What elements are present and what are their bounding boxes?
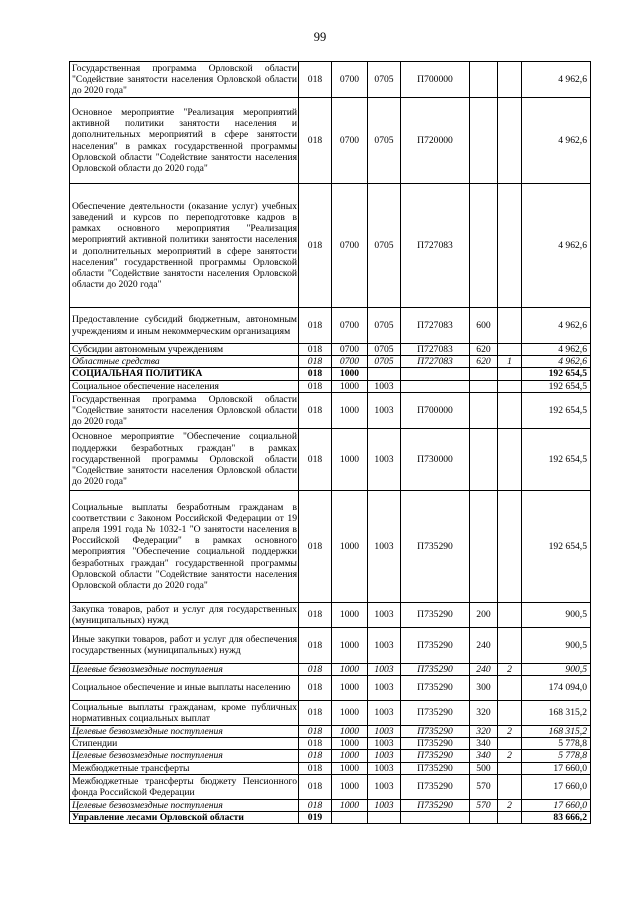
row-name-cell: Обеспечение деятельности (оказание услуг) учебных заведений и курсов по переподготовке кадров в рамках основного мероприятия "Реализация мероприятий активной политики занятости населения и дополнительных мероприятий в сфере занятости населения" государственной программы Орловской области "Содействие занятости населения Орловской области до 2020 года" [70, 184, 299, 308]
row-name-cell: Государственная программа Орловской области "Содействие занятости населения Орловской области до 2020 года" [70, 62, 299, 98]
funding-source-code-cell: 2 [498, 750, 522, 762]
page-number: 99 [313, 30, 327, 44]
funding-source-code-cell [498, 762, 522, 774]
section-code-cell: 1000 [332, 380, 368, 392]
section-code-cell: 1000 [332, 774, 368, 799]
expense-type-code-cell: 320 [470, 726, 498, 738]
row-name-cell: Социальное обеспечение и иные выплаты населению [70, 676, 299, 701]
expense-type-code-cell: 570 [470, 799, 498, 811]
row-name-cell: Социальные выплаты безработным гражданам в соответствии с Законом Российской Федерации от 19 апреля 1991 года № 1032-1 "О занятости населения в Российской Федерации" в рамках основного мероприятия "Обеспечение социальной поддержки безработных граждан" государственной программы Орловской области "Содействие занятости населения Орловской области до 2020 года" [70, 490, 299, 602]
amount-cell: 900,5 [522, 602, 591, 627]
amount-cell: 174 094,0 [522, 676, 591, 701]
expense-type-code-cell [470, 62, 498, 98]
expense-type-code-cell [470, 392, 498, 428]
subsection-code-cell: 1003 [368, 602, 401, 627]
subsection-code-cell: 1003 [368, 627, 401, 663]
expense-type-code-cell: 240 [470, 627, 498, 663]
amount-cell: 4 962,6 [522, 308, 591, 344]
funding-source-code-cell [498, 392, 522, 428]
table-row [70, 380, 591, 392]
target-article-code-cell: П735290 [401, 738, 470, 750]
section-code-cell: 1000 [332, 726, 368, 738]
section-code-cell: 1000 [332, 799, 368, 811]
target-article-code-cell: П735290 [401, 602, 470, 627]
target-article-code-cell: П735290 [401, 676, 470, 701]
target-article-code-cell: П735290 [401, 799, 470, 811]
section-code-cell: 1000 [332, 490, 368, 602]
ved-code-cell: 018 [299, 392, 332, 428]
funding-source-code-cell [498, 368, 522, 380]
expense-type-code-cell: 620 [470, 356, 498, 368]
section-code-cell: 0700 [332, 98, 368, 184]
ved-code-cell: 018 [299, 726, 332, 738]
section-code-cell: 0700 [332, 62, 368, 98]
ved-code-cell: 018 [299, 308, 332, 344]
target-article-code-cell: П727083 [401, 356, 470, 368]
expense-type-code-cell: 320 [470, 701, 498, 726]
section-code-cell: 1000 [332, 368, 368, 380]
expense-type-code-cell [470, 812, 498, 824]
ved-code-cell: 018 [299, 368, 332, 380]
table-row [70, 428, 591, 490]
amount-cell: 168 315,2 [522, 701, 591, 726]
subsection-code-cell: 0705 [368, 184, 401, 308]
ved-code-cell: 018 [299, 356, 332, 368]
ved-code-cell: 018 [299, 663, 332, 675]
target-article-code-cell: П735290 [401, 762, 470, 774]
expense-type-code-cell [470, 184, 498, 308]
subsection-code-cell: 0705 [368, 344, 401, 356]
funding-source-code-cell: 2 [498, 663, 522, 675]
amount-cell: 5 778,8 [522, 738, 591, 750]
target-article-code-cell: П727083 [401, 344, 470, 356]
expense-type-code-cell: 340 [470, 750, 498, 762]
ved-code-cell: 018 [299, 750, 332, 762]
amount-cell: 192 654,5 [522, 428, 591, 490]
subsection-code-cell [368, 812, 401, 824]
subsection-code-cell: 1003 [368, 676, 401, 701]
subsection-code-cell: 1003 [368, 701, 401, 726]
expense-type-code-cell [470, 490, 498, 602]
amount-cell: 4 962,6 [522, 184, 591, 308]
amount-cell: 4 962,6 [522, 98, 591, 184]
expense-type-code-cell: 200 [470, 602, 498, 627]
amount-cell: 192 654,5 [522, 380, 591, 392]
section-code-cell: 1000 [332, 602, 368, 627]
section-code-cell: 1000 [332, 738, 368, 750]
row-name-cell: Социальное обеспечение населения [70, 380, 299, 392]
section-code-cell: 1000 [332, 701, 368, 726]
expense-type-code-cell [470, 380, 498, 392]
amount-cell: 4 962,6 [522, 62, 591, 98]
target-article-code-cell: П700000 [401, 62, 470, 98]
funding-source-code-cell [498, 62, 522, 98]
table-row [70, 184, 591, 308]
section-code-cell: 1000 [332, 663, 368, 675]
amount-cell: 5 778,8 [522, 750, 591, 762]
funding-source-code-cell [498, 380, 522, 392]
target-article-code-cell: П735290 [401, 627, 470, 663]
ved-code-cell: 018 [299, 62, 332, 98]
subsection-code-cell: 1003 [368, 490, 401, 602]
table-row [70, 308, 591, 344]
target-article-code-cell: П735290 [401, 726, 470, 738]
ved-code-cell: 018 [299, 184, 332, 308]
row-name-cell: Закупка товаров, работ и услуг для государственных (муниципальных) нужд [70, 602, 299, 627]
subsection-code-cell: 1003 [368, 663, 401, 675]
section-code-cell: 1000 [332, 762, 368, 774]
funding-source-code-cell [498, 98, 522, 184]
row-name-cell: Социальные выплаты гражданам, кроме публичных нормативных социальных выплат [70, 701, 299, 726]
subsection-code-cell: 0705 [368, 308, 401, 344]
amount-cell: 17 660,0 [522, 762, 591, 774]
funding-source-code-cell [498, 774, 522, 799]
table-row [70, 368, 591, 380]
budget-table [69, 61, 591, 824]
subsection-code-cell: 0705 [368, 62, 401, 98]
funding-source-code-cell [498, 490, 522, 602]
expense-type-code-cell: 570 [470, 774, 498, 799]
row-name-cell: Межбюджетные трансферты [70, 762, 299, 774]
ved-code-cell: 018 [299, 428, 332, 490]
funding-source-code-cell [498, 428, 522, 490]
subsection-code-cell: 1003 [368, 750, 401, 762]
funding-source-code-cell [498, 627, 522, 663]
amount-cell: 900,5 [522, 663, 591, 675]
ved-code-cell: 018 [299, 627, 332, 663]
subsection-code-cell: 1003 [368, 380, 401, 392]
table-row [70, 663, 591, 675]
target-article-code-cell: П700000 [401, 392, 470, 428]
funding-source-code-cell [498, 184, 522, 308]
ved-code-cell: 018 [299, 774, 332, 799]
target-article-code-cell: П727083 [401, 308, 470, 344]
table-row [70, 738, 591, 750]
funding-source-code-cell [498, 738, 522, 750]
section-code-cell: 0700 [332, 344, 368, 356]
expense-type-code-cell: 500 [470, 762, 498, 774]
row-name-cell: Целевые безвозмездные поступления [70, 750, 299, 762]
row-name-cell: Целевые безвозмездные поступления [70, 799, 299, 811]
row-name-cell: Целевые безвозмездные поступления [70, 663, 299, 675]
target-article-code-cell: П735290 [401, 774, 470, 799]
section-code-cell: 1000 [332, 392, 368, 428]
funding-source-code-cell: 2 [498, 726, 522, 738]
target-article-code-cell: П720000 [401, 98, 470, 184]
expense-type-code-cell: 240 [470, 663, 498, 675]
section-code-cell: 0700 [332, 308, 368, 344]
table-row [70, 356, 591, 368]
table-row [70, 676, 591, 701]
ved-code-cell: 018 [299, 490, 332, 602]
table-row [70, 774, 591, 799]
amount-cell: 17 660,0 [522, 774, 591, 799]
table-row [70, 701, 591, 726]
amount-cell: 4 962,6 [522, 356, 591, 368]
table-row [70, 602, 591, 627]
row-name-cell: Целевые безвозмездные поступления [70, 726, 299, 738]
target-article-code-cell: П735290 [401, 701, 470, 726]
amount-cell: 900,5 [522, 627, 591, 663]
table-row [70, 799, 591, 811]
funding-source-code-cell: 2 [498, 799, 522, 811]
target-article-code-cell: П730000 [401, 428, 470, 490]
subsection-code-cell: 0705 [368, 356, 401, 368]
ved-code-cell: 018 [299, 799, 332, 811]
ved-code-cell: 018 [299, 676, 332, 701]
funding-source-code-cell: 1 [498, 356, 522, 368]
table-row [70, 392, 591, 428]
subsection-code-cell: 1003 [368, 738, 401, 750]
section-code-cell: 0700 [332, 184, 368, 308]
row-name-cell: СОЦИАЛЬНАЯ ПОЛИТИКА [70, 368, 299, 380]
row-name-cell: Государственная программа Орловской области "Содействие занятости населения Орловской области до 2020 года" [70, 392, 299, 428]
subsection-code-cell: 1003 [368, 762, 401, 774]
funding-source-code-cell [498, 344, 522, 356]
target-article-code-cell: П735290 [401, 663, 470, 675]
expense-type-code-cell: 340 [470, 738, 498, 750]
section-code-cell: 1000 [332, 750, 368, 762]
row-name-cell: Областные средства [70, 356, 299, 368]
ved-code-cell: 018 [299, 762, 332, 774]
expense-type-code-cell [470, 428, 498, 490]
funding-source-code-cell [498, 701, 522, 726]
subsection-code-cell: 0705 [368, 98, 401, 184]
section-code-cell: 1000 [332, 428, 368, 490]
target-article-code-cell: П735290 [401, 490, 470, 602]
table-row [70, 726, 591, 738]
ved-code-cell: 018 [299, 380, 332, 392]
table-row [70, 812, 591, 824]
table-row [70, 62, 591, 98]
table-row [70, 627, 591, 663]
table-body [70, 62, 591, 824]
funding-source-code-cell [498, 308, 522, 344]
table-row [70, 98, 591, 184]
amount-cell: 192 654,5 [522, 368, 591, 380]
ved-code-cell: 018 [299, 738, 332, 750]
expense-type-code-cell [470, 368, 498, 380]
target-article-code-cell: П727083 [401, 184, 470, 308]
table-row [70, 490, 591, 602]
ved-code-cell: 018 [299, 344, 332, 356]
table-row [70, 344, 591, 356]
amount-cell: 17 660,0 [522, 799, 591, 811]
row-name-cell: Стипендии [70, 738, 299, 750]
expense-type-code-cell: 620 [470, 344, 498, 356]
row-name-cell: Управление лесами Орловской области [70, 812, 299, 824]
section-code-cell [332, 812, 368, 824]
row-name-cell: Субсидии автономным учреждениям [70, 344, 299, 356]
amount-cell: 192 654,5 [522, 392, 591, 428]
subsection-code-cell: 1003 [368, 392, 401, 428]
subsection-code-cell: 1003 [368, 428, 401, 490]
row-name-cell: Иные закупки товаров, работ и услуг для обеспечения государственных (муниципальных) нужд [70, 627, 299, 663]
row-name-cell: Основное мероприятие "Обеспечение социальной поддержки безработных граждан" в рамках государственной программы Орловской области "Содействие занятости населения Орловской области до 2020 года" [70, 428, 299, 490]
subsection-code-cell: 1003 [368, 799, 401, 811]
section-code-cell: 0700 [332, 356, 368, 368]
ved-code-cell: 018 [299, 98, 332, 184]
expense-type-code-cell: 600 [470, 308, 498, 344]
subsection-code-cell: 1003 [368, 774, 401, 799]
amount-cell: 168 315,2 [522, 726, 591, 738]
funding-source-code-cell [498, 812, 522, 824]
target-article-code-cell [401, 380, 470, 392]
subsection-code-cell [368, 368, 401, 380]
target-article-code-cell [401, 368, 470, 380]
table-row [70, 762, 591, 774]
funding-source-code-cell [498, 676, 522, 701]
section-code-cell: 1000 [332, 676, 368, 701]
row-name-cell: Предоставление субсидий бюджетным, автономным учреждениям и иным некоммерческим организациям [70, 308, 299, 344]
expense-type-code-cell: 300 [470, 676, 498, 701]
target-article-code-cell [401, 812, 470, 824]
row-name-cell: Межбюджетные трансферты бюджету Пенсионного фонда Российской Федерации [70, 774, 299, 799]
ved-code-cell: 019 [299, 812, 332, 824]
ved-code-cell: 018 [299, 701, 332, 726]
table-row [70, 750, 591, 762]
target-article-code-cell: П735290 [401, 750, 470, 762]
expense-type-code-cell [470, 98, 498, 184]
section-code-cell: 1000 [332, 627, 368, 663]
amount-cell: 4 962,6 [522, 344, 591, 356]
ved-code-cell: 018 [299, 602, 332, 627]
funding-source-code-cell [498, 602, 522, 627]
subsection-code-cell: 1003 [368, 726, 401, 738]
amount-cell: 192 654,5 [522, 490, 591, 602]
row-name-cell: Основное мероприятие "Реализация мероприятий активной политики занятости населения и дополнительных мероприятий в сфере занятости населения" в рамках государственной программы Орловской области "Содействие занятости населения Орловской области до 2020 года" [70, 98, 299, 184]
amount-cell: 83 666,2 [522, 812, 591, 824]
